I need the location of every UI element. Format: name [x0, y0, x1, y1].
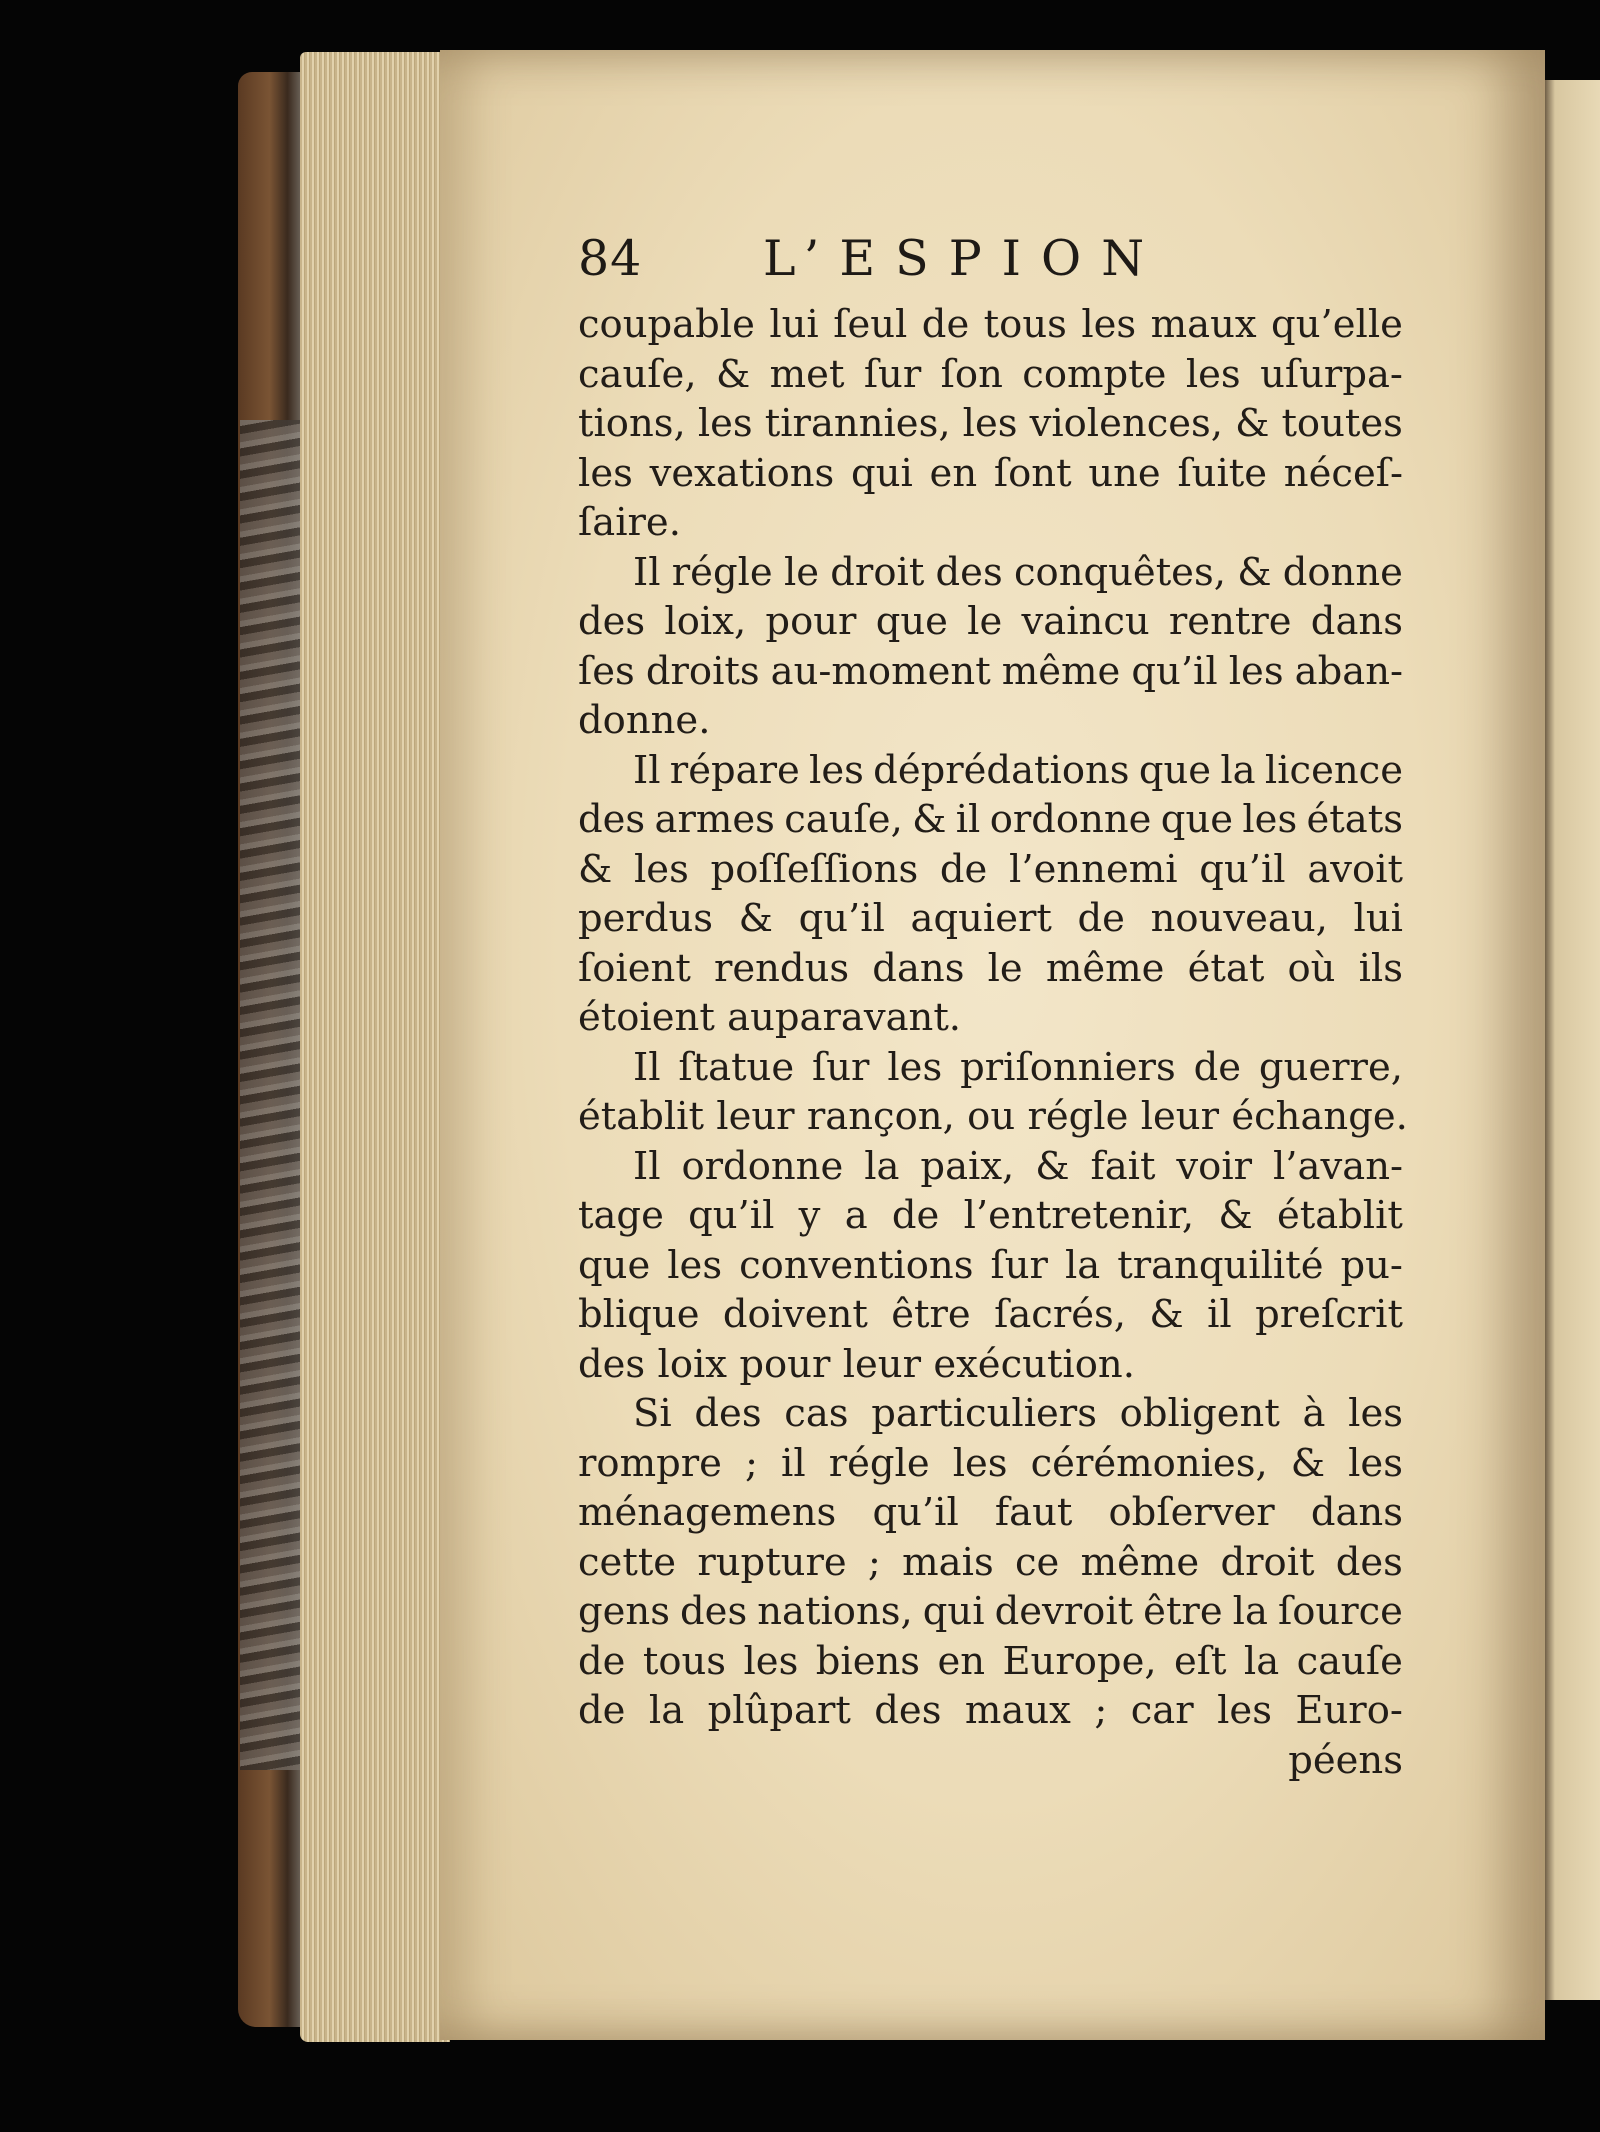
page-header — [578, 220, 1403, 292]
running-title: L’ESPION — [763, 230, 1165, 287]
paragraph — [578, 300, 1403, 548]
paragraph — [578, 1389, 1403, 1736]
text-line: étoient auparavant. — [578, 995, 962, 1040]
page-number: 84 — [578, 230, 643, 287]
text-line: rompre ; il régle les cérémonies, & les — [578, 1440, 1403, 1486]
paragraph — [578, 746, 1403, 1043]
text-line: Il ſtatue ſur les priſonniers de guerre, — [633, 1044, 1403, 1090]
text-line: des armes cauſe, & il ordonne que les états — [578, 797, 1403, 842]
text-line: perdus & qu’il aquiert de nouveau, lui — [578, 896, 1403, 941]
text-line: tage qu’il y a de l’entretenir, & établit — [578, 1193, 1403, 1238]
text-line: les vexations qui en ſont une ſuite néceſ- — [578, 450, 1403, 496]
text-line: Il ordonne la paix, & fait voir l’avan- — [633, 1143, 1403, 1189]
body-text — [578, 300, 1408, 1785]
text-line: coupable lui ſeul de tous les maux qu’elle — [578, 302, 1403, 347]
text-line: établit leur rançon, ou régle leur échange. — [578, 1094, 1408, 1139]
text-line: ſes droits au-moment même qu’il les aban- — [578, 648, 1403, 694]
catchword: péens — [1288, 1737, 1403, 1783]
text-line: que les conventions ſur la tranquilité pu- — [578, 1242, 1403, 1288]
paragraph — [578, 1043, 1408, 1142]
text-line: ſaire. — [578, 500, 681, 545]
text-line: Il régle le droit des conquêtes, & donne — [633, 549, 1403, 595]
text-line: Il répare les déprédations que la licence — [633, 747, 1403, 793]
facing-page-edge — [1540, 80, 1600, 2000]
paragraph — [578, 1142, 1403, 1390]
text-line: des loix pour leur exécution. — [578, 1341, 1135, 1387]
text-line: & les poſſeſſions de l’ennemi qu’il avoit — [578, 846, 1403, 892]
text-line: donne. — [578, 698, 711, 743]
page-stack-edge — [300, 52, 450, 2042]
text-line: Si des cas particuliers obligent à les — [633, 1391, 1403, 1436]
text-line: gens des nations, qui devroit être la ſource — [578, 1589, 1403, 1634]
text-line: ménagemens qu’il faut obſerver dans — [578, 1490, 1403, 1535]
text-line: tions, les tirannies, les violences, & toutes — [578, 401, 1403, 446]
text-line: cette rupture ; mais ce même droit des — [578, 1539, 1403, 1585]
text-line: de la plûpart des maux ; car les Euro- — [578, 1688, 1403, 1733]
text-line: des loix, pour que le vaincu rentre dans — [578, 599, 1403, 644]
text-line: cauſe, & met ſur ſon compte les uſurpa- — [578, 351, 1403, 397]
paragraph — [578, 548, 1403, 746]
text-line: ſoient rendus dans le même état où ils — [578, 945, 1403, 991]
text-line: blique doivent être ſacrés, & il preſcrit — [578, 1292, 1403, 1337]
text-line: de tous les biens en Europe, eſt la cauſe — [578, 1638, 1403, 1684]
